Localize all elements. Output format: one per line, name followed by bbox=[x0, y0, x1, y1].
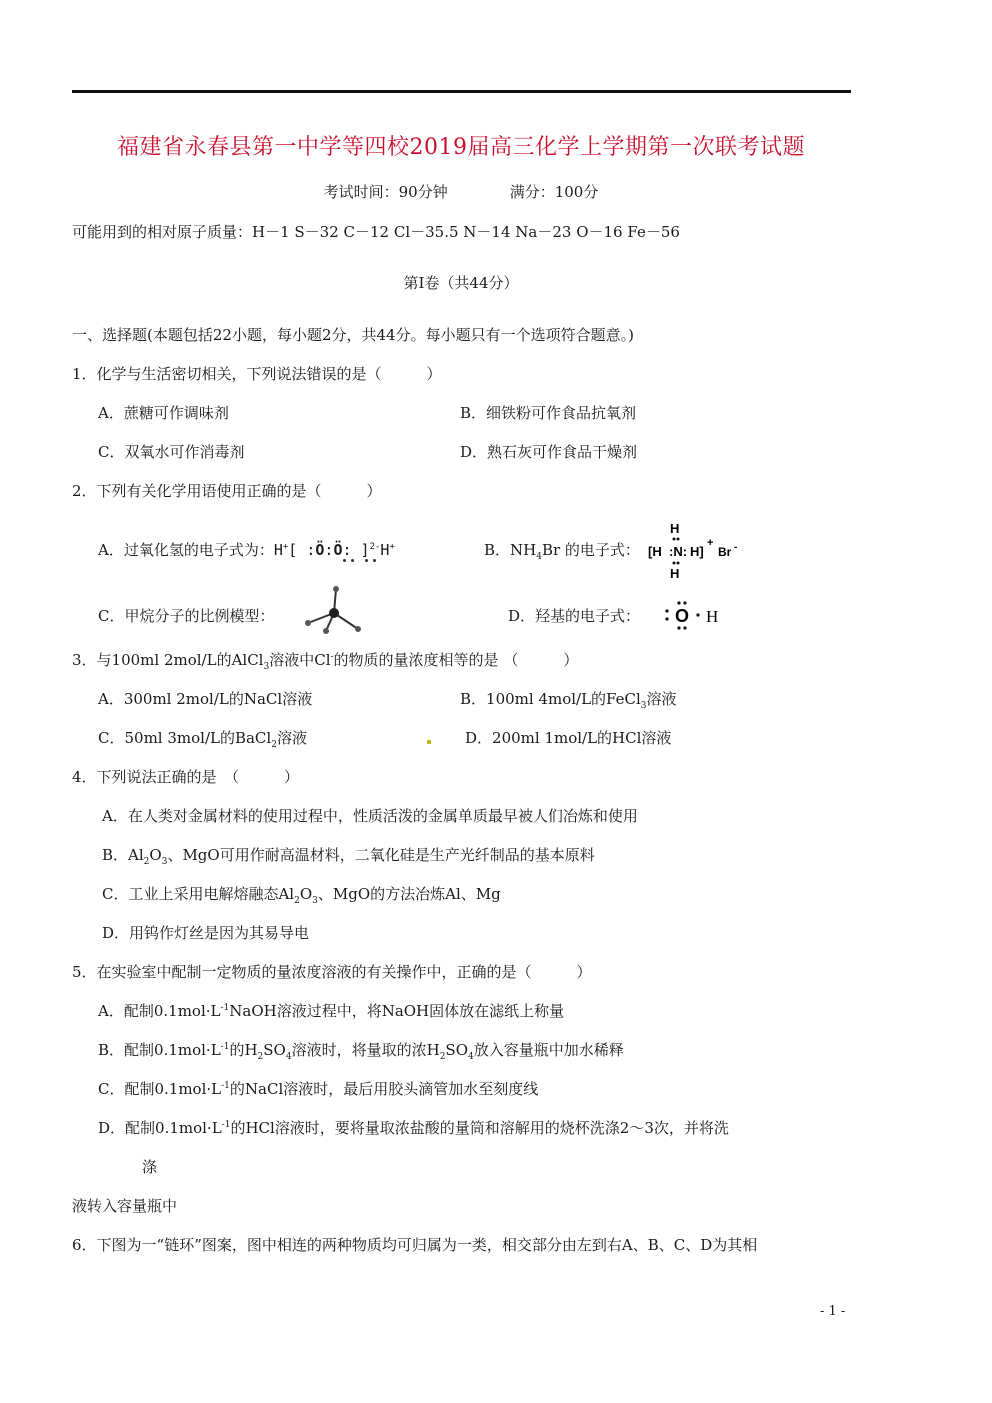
q4-stem: 4．下列说法正确的是 （ ） bbox=[72, 768, 300, 786]
nh4br-lewis-structure bbox=[640, 518, 750, 582]
q3-stem: 3．与100ml 2mol/L的AlCl$_3$溶液中Cl-的物质的量浓度相等的是 （ ） bbox=[72, 651, 579, 672]
q5-option-b-part-5: SO bbox=[445, 1041, 468, 1059]
exam-time: 考试时间：90分钟 bbox=[323, 183, 448, 201]
q2-option-b: B．$NH_4Br$ 的电子式： bbox=[484, 541, 640, 562]
q4-option-b-part-2: O bbox=[149, 846, 162, 864]
q5-option-c-part-1: C．配制0.1mol·L bbox=[98, 1080, 222, 1098]
q3-stem-part-2: 溶液中Cl bbox=[269, 651, 331, 669]
q5-option-c: C．配制$0.1mol\cdot L^{-1}$的NaCl溶液时，最后用胶头滴管加水至刻度线 bbox=[98, 1080, 539, 1098]
stray-mark bbox=[427, 740, 431, 744]
q5-option-b-part-3: SO bbox=[263, 1041, 286, 1059]
page-title: 福建省永春县第一中学等四校2019届高三化学上学期第一次联考试题 bbox=[117, 135, 805, 160]
hydroxyl-lewis-structure bbox=[660, 598, 724, 632]
page-number: - 1 - bbox=[820, 1304, 846, 1319]
q1-option-d: D．熟石灰可作食品干燥剂 bbox=[460, 443, 638, 461]
svg-text:H: H bbox=[670, 566, 680, 581]
q3-option-b: B．100ml 4mol/L的FeCl$_3$溶液 bbox=[460, 690, 677, 711]
q3-option-c-part-2: 溶液 bbox=[276, 729, 307, 747]
svg-text:+: + bbox=[707, 537, 714, 549]
section-heading: 一、选择题(本题包括22小题，每小题2分，共44分。每小题只有一个选项符合题意。) bbox=[72, 326, 634, 344]
q2-option-c: C．甲烷分子的比例模型： bbox=[98, 607, 275, 625]
q1-option-c: C．双氧水可作消毒剂 bbox=[98, 443, 245, 461]
q4-option-b: B．$Al_2O_3$、MgO可用作耐高温材料，二氧化硅是生产光纤制品的基本原料 bbox=[102, 846, 595, 867]
q5-option-a: A．配制$0.1mol\cdot L^{-1}NaOH$溶液过程中，将NaOH固体放在滤纸上称量 bbox=[98, 1002, 565, 1020]
q4-option-b-part-1: B．Al bbox=[102, 846, 144, 864]
exam-score: 满分：100分 bbox=[509, 183, 599, 201]
q5-option-d-part-1: D．配制0.1mol·L bbox=[98, 1119, 222, 1137]
q5-option-d: D．配制$0.1mol\cdot L^{-1}$的HCl溶液时，要将量取浓盐酸的量筒和溶解用的烧杯洗涤2～3次，并将洗 bbox=[98, 1119, 729, 1137]
q5-option-c-part-2: 的NaCl溶液时，最后用胶头滴管加水至刻度线 bbox=[229, 1080, 539, 1098]
q3-option-c-part-1: C．50ml 3mol/L的BaCl bbox=[98, 729, 272, 747]
q2-option-a-label: A．过氧化氢的电子式为： bbox=[98, 541, 274, 559]
q3-stem-part-3: 的物质的量浓度相等的是 （ ） bbox=[333, 651, 579, 669]
q5-option-b-part-1: B．配制0.1mol·L bbox=[98, 1041, 221, 1059]
q4-option-b-part-3: 、MgO可用作耐高温材料，二氧化硅是生产光纤制品的基本原料 bbox=[167, 846, 595, 864]
q4-option-d: D．用钨作灯丝是因为其易导电 bbox=[102, 924, 310, 942]
q5-option-d-wrap: 涤 bbox=[142, 1158, 158, 1176]
q2-option-b-label-1: B．NH bbox=[484, 541, 537, 559]
volume-heading: 第I卷（共44分） bbox=[403, 274, 519, 292]
q5-option-b-part-6: 放入容量瓶中加水稀释 bbox=[473, 1041, 624, 1059]
q5-option-b-part-2: 的H bbox=[229, 1041, 258, 1059]
q5-option-b: B．配制$0.1mol\cdot L^{-1}$的$H_2SO_4$溶液时，将量取的浓$H_2SO_4$放入容量瓶中加水稀释 bbox=[98, 1041, 624, 1062]
q3-option-a: A．300ml 2mol/L的NaCl溶液 bbox=[98, 690, 313, 708]
q3-option-c: C．50ml 3mol/L的BaCl$_2$溶液 bbox=[98, 729, 307, 750]
methane-model bbox=[300, 585, 364, 635]
svg-text:H: H bbox=[706, 607, 719, 626]
q5-option-a-part-1: A．配制0.1mol·L bbox=[98, 1002, 221, 1020]
q4-option-a: A．在人类对金属材料的使用过程中，性质活泼的金属单质最早被人们冶炼和使用 bbox=[102, 807, 638, 825]
q4-option-c-part-1: C．工业上采用电解熔融态Al bbox=[102, 885, 295, 903]
q3-option-d: D．200ml 1mol/L的HCl溶液 bbox=[465, 729, 672, 747]
svg-text:-: - bbox=[734, 542, 738, 553]
top-rule bbox=[72, 90, 851, 93]
q5-option-b-part-4: 溶液时，将量取的浓H bbox=[291, 1041, 440, 1059]
q5-option-d-part-2: 的HCl溶液时，要将量取浓盐酸的量筒和溶解用的烧杯洗涤2～3次，并将洗 bbox=[230, 1119, 729, 1137]
q1-option-a: A．蔗糖可作调味剂 bbox=[98, 404, 229, 422]
q5-option-d-tail: 液转入容量瓶中 bbox=[72, 1197, 178, 1215]
exam-info bbox=[0, 181, 922, 202]
q1-stem: 1．化学与生活密切相关，下列说法错误的是（ ） bbox=[72, 365, 442, 383]
q5-option-a-part-2: NaOH溶液过程中，将NaOH固体放在滤纸上称量 bbox=[229, 1002, 565, 1020]
q2-option-d: D．羟基的电子式： bbox=[508, 607, 641, 625]
q3-option-b-part-2: 溶液 bbox=[646, 690, 677, 708]
q3-option-b-part-1: B．100ml 4mol/L的FeCl bbox=[460, 690, 641, 708]
q2-stem: 2．下列有关化学用语使用正确的是（ ） bbox=[72, 482, 382, 500]
svg-text::N:: :N: bbox=[669, 544, 688, 559]
q2-option-a bbox=[98, 539, 395, 560]
q4-option-c: C．工业上采用电解熔融态$Al_2O_3$、MgO的方法冶炼Al、Mg bbox=[102, 885, 501, 906]
svg-text:H: H bbox=[670, 521, 680, 536]
q3-stem-part-1: 3．与100ml 2mol/L的AlCl bbox=[72, 651, 264, 669]
q2-option-b-label-2: Br 的电子式： bbox=[541, 541, 640, 559]
svg-text:O: O bbox=[675, 606, 690, 626]
q6-stem: 6．下图为一“链环”图案，图中相连的两种物质均可归属为一类，相交部分由左到右A、B、C、D为其相 bbox=[72, 1236, 758, 1254]
q4-option-c-part-2: O bbox=[299, 885, 313, 903]
q1-option-b: B．细铁粉可作食品抗氧剂 bbox=[460, 404, 637, 422]
q4-option-c-part-3: 、MgO的方法冶炼Al、Mg bbox=[317, 885, 501, 903]
svg-text:[H: [H bbox=[648, 544, 662, 559]
q5-stem: 5．在实验室中配制一定物质的量浓度溶液的有关操作中，正确的是（ ） bbox=[72, 963, 592, 981]
atomic-masses: 可能用到的相对原子质量：H－1 S－32 C－12 Cl－35.5 N－14 Na－23 O－16 Fe－56 bbox=[72, 223, 680, 241]
svg-text:Br: Br bbox=[718, 545, 732, 559]
svg-text:H]: H] bbox=[690, 544, 704, 559]
h2o2-lewis-structure: H+[ :Ö:Ö: ]$^{2-}$H+ bbox=[273, 541, 395, 559]
